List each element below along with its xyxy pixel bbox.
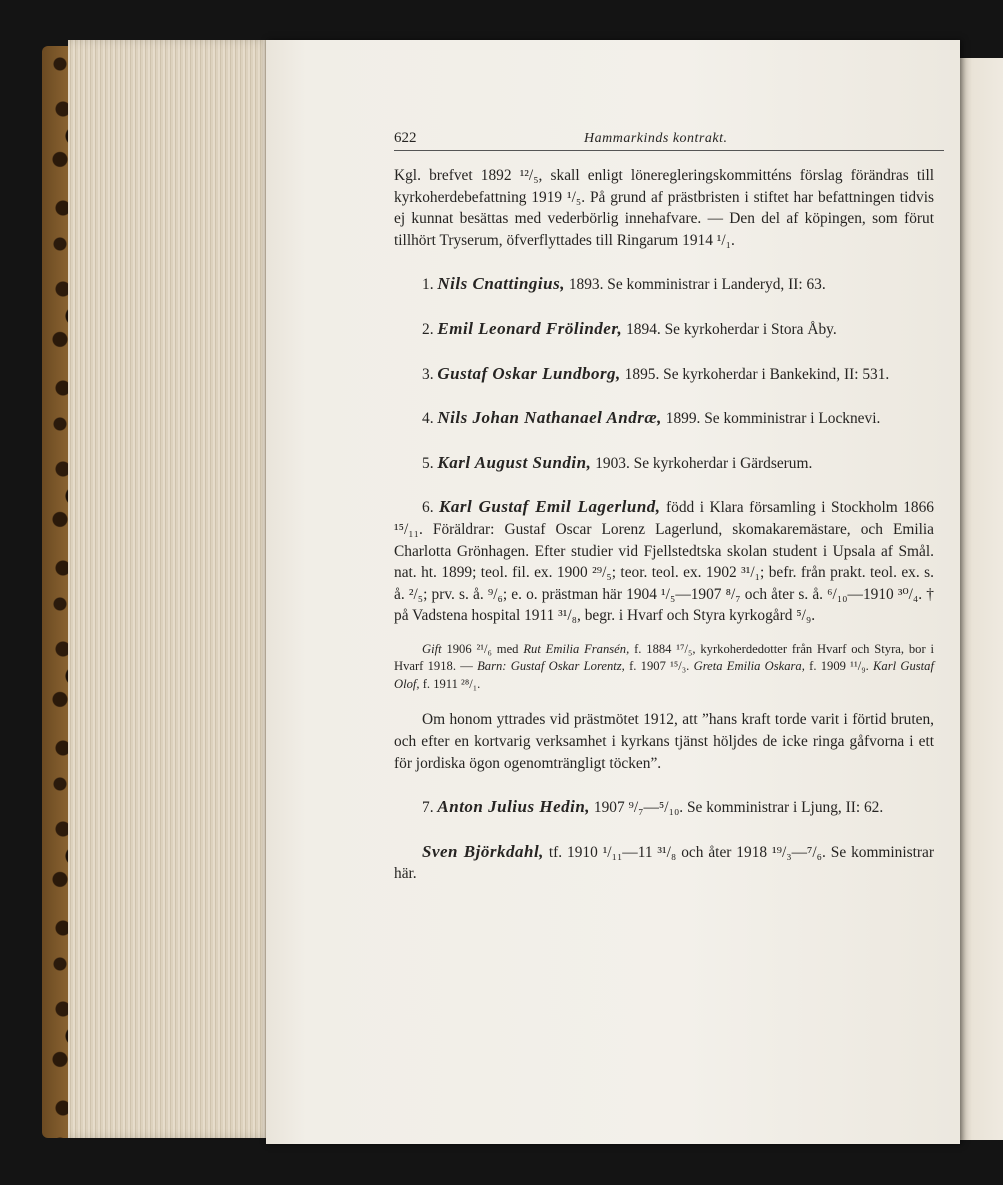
entry-6 (394, 496, 934, 627)
child-name: Gustaf Oskar Lorentz, (510, 659, 625, 674)
child-name: Greta Emilia Oskara, (693, 659, 805, 674)
entry-text: 1894. Se kyrkoherdar i Stora Åby. (626, 320, 837, 338)
entry-name: Emil Leonard Frölinder, (437, 318, 623, 338)
running-head (394, 128, 944, 151)
entry-text: född i Klara församling i Stockholm 1866 ¹⁵/₁₁. Föräldrar: Gustaf Oscar Lorenz Lagerlund, skomakaremästare, och Emilia Charlotta Grönhagen. Efter studier vid Fjellstedtska skolan student i Upsala af Smål. nat. ht. 1899; teol. fil. ex. 1900 ²⁹/₅; teor. teol. ex. 1902 ³¹/₁; befr. från prakt. teol. ex. s. å. ²/₅; prv. s. å. ⁹/₆; e. o. prästman här 1904 ¹/₅—1907 ⁸/₇ och åter s. å. ⁶/₁₀—1910 ³⁰/₄. † på Vadstena hospital 1911 ³¹/₈, begr. i Hvarf och Styra kyrkogård ⁵/₉. (394, 499, 934, 625)
barn-label: Barn: (477, 659, 507, 674)
running-title: Hammarkinds kontrakt. (584, 131, 728, 146)
entry-4 (394, 407, 934, 430)
entry-5 (394, 452, 934, 475)
page-edges (68, 40, 273, 1138)
page-number: 622 (394, 130, 417, 146)
entry-text: 1903. Se kyrkoherdar i Gärdserum. (595, 454, 813, 472)
entry-7 (394, 796, 934, 819)
entry-text: 1899. Se komministrar i Locknevi. (665, 410, 881, 428)
entry-text: 1893. Se komministrar i Landeryd, II: 63. (568, 276, 826, 294)
entry-number: 7. (422, 799, 434, 817)
entry-name: Karl August Sundin, (437, 452, 592, 472)
family-note: Gift 1906 ²¹/₆ med Rut Emilia Fransén, f. 1884 ¹⁷/₅, kyrkoherdedotter från Hvarf och Styra, bor i Hvarf 1918. — Barn: Gustaf Oskar Lorentz, f. 1907 ¹⁵/₃. Greta Emilia Oskara, f. 1909 ¹¹/₉. Karl Gustaf Olof, f. 1911 ²⁸/₁. (394, 641, 935, 691)
book-page (266, 40, 960, 1144)
entry-number: 4. (422, 410, 434, 428)
entry-number: 5. (422, 454, 434, 472)
entry-name: Anton Julius Hedin, (437, 797, 591, 817)
entry-number: 1. (422, 276, 434, 294)
entry-number: 3. (422, 365, 434, 383)
entry-2 (394, 318, 934, 341)
entry-name: Karl Gustaf Emil Lagerlund, (439, 497, 661, 517)
entry-3 (394, 363, 934, 386)
intro-paragraph: Kgl. brefvet 1892 ¹²/₅, skall enligt löneregleringskommitténs förslag förändras till kyrkoherdebefattning 1919 ¹/₅. På grund af prästbristen i stiftet har befattningen tidvis ej kunnat besättas med vederbörlig innehafvare. — Den del af köpingen, som förut tillhört Tryserum, öfverflyttades till Ringarum 1914 ¹/₁. (394, 167, 934, 249)
entry-name: Sven Björkdahl, (422, 841, 544, 861)
entry-text: 1907 ⁹/₇—⁵/₁₀. Se komministrar i Ljung, II: 62. (593, 799, 884, 817)
entry-name: Nils Cnattingius, (437, 274, 565, 294)
entry-number: 2. (422, 320, 434, 338)
entry-1 (394, 273, 934, 296)
gift-label: Gift (422, 641, 442, 656)
page-content (394, 128, 934, 907)
remark-paragraph: Om honom yttrades vid prästmötet 1912, att ”hans kraft torde varit i förtid bruten, och efter en kortvarig verksamhet i kyrkans tjänst höljdes de icke ringa gåfvorna i ett för jordiska ögon ogenomträngligt töcken”. (394, 711, 934, 772)
entry-name: Nils Johan Nathanael Andræ, (437, 408, 662, 428)
facing-page-edge (956, 58, 1003, 1140)
final-entry (394, 841, 934, 885)
wife-name: Rut Emilia Fransén, (523, 641, 630, 656)
entry-text: 1895. Se kyrkoherdar i Bankekind, II: 531. (624, 365, 890, 383)
entry-text: tf. 1910 ¹/₁₁—11 ³¹/₈ och åter 1918 ¹⁹/₃—⁷/₆. Se komministrar här. (394, 843, 934, 883)
entry-number: 6. (422, 499, 434, 517)
child-name: Karl Gustaf Olof, (394, 659, 934, 691)
entry-name: Gustaf Oskar Lundborg, (437, 363, 621, 383)
